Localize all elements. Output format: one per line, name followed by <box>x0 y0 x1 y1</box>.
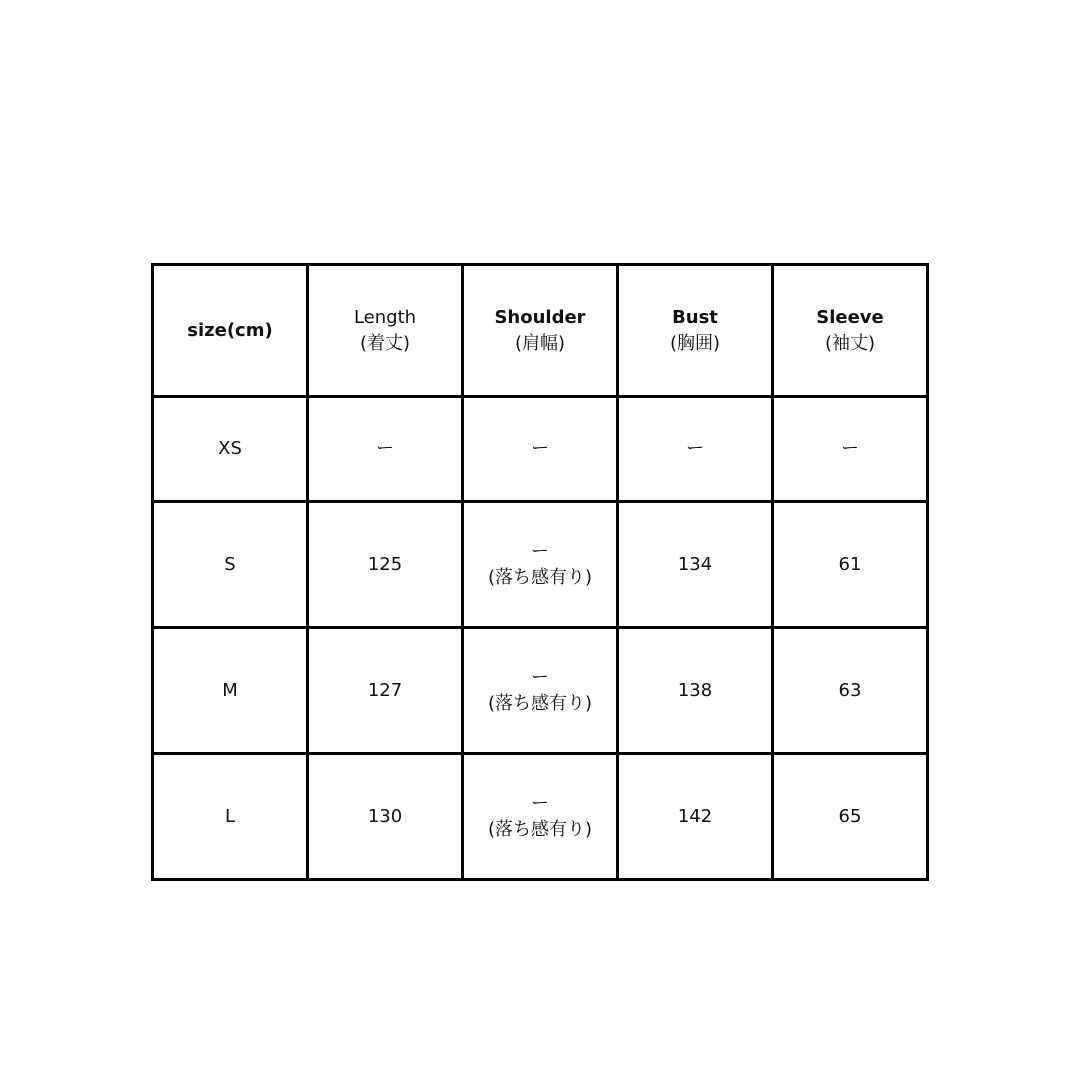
cell-shoulder <box>463 754 618 880</box>
header-length <box>308 265 463 397</box>
table-row-s <box>153 502 928 628</box>
cell-shoulder-value: ー <box>531 666 549 688</box>
cell-length: 127 <box>308 628 463 754</box>
header-size <box>153 265 308 397</box>
table-header-row <box>153 265 928 397</box>
cell-shoulder-value: ー <box>531 792 549 814</box>
header-bust-label: Bust <box>672 306 718 328</box>
cell-bust: 134 <box>618 502 773 628</box>
cell-bust: 138 <box>618 628 773 754</box>
cell-shoulder-note: (落ち感有り) <box>487 692 593 714</box>
header-sleeve-label: Sleeve <box>816 306 884 328</box>
cell-size: L <box>153 754 308 880</box>
cell-bust: 142 <box>618 754 773 880</box>
table-row-l <box>153 754 928 880</box>
cell-shoulder <box>463 397 618 502</box>
table-row-xs <box>153 397 928 502</box>
cell-sleeve: 65 <box>773 754 928 880</box>
header-sleeve-sub: (袖丈) <box>824 332 876 354</box>
header-length-label: Length <box>353 306 417 328</box>
header-bust <box>618 265 773 397</box>
table-row-m <box>153 628 928 754</box>
header-shoulder-label: Shoulder <box>494 306 586 328</box>
cell-shoulder-value: ー <box>531 438 549 459</box>
cell-length: 130 <box>308 754 463 880</box>
cell-shoulder <box>463 628 618 754</box>
header-bust-sub: (胸囲) <box>669 332 721 354</box>
size-chart-table <box>151 263 929 881</box>
cell-shoulder-note: (落ち感有り) <box>487 566 593 588</box>
header-size-label: size(cm) <box>187 319 273 341</box>
cell-size: S <box>153 502 308 628</box>
cell-bust: ー <box>618 397 773 502</box>
cell-shoulder <box>463 502 618 628</box>
cell-length: 125 <box>308 502 463 628</box>
cell-shoulder-value: ー <box>531 540 549 562</box>
cell-sleeve: 61 <box>773 502 928 628</box>
cell-shoulder-note: (落ち感有り) <box>487 818 593 840</box>
cell-size: XS <box>153 397 308 502</box>
header-shoulder-sub: (肩幅) <box>514 332 566 354</box>
cell-sleeve: ー <box>773 397 928 502</box>
cell-length: ー <box>308 397 463 502</box>
header-shoulder <box>463 265 618 397</box>
cell-size: M <box>153 628 308 754</box>
header-sleeve <box>773 265 928 397</box>
cell-sleeve: 63 <box>773 628 928 754</box>
header-length-sub: (着丈) <box>359 332 411 354</box>
